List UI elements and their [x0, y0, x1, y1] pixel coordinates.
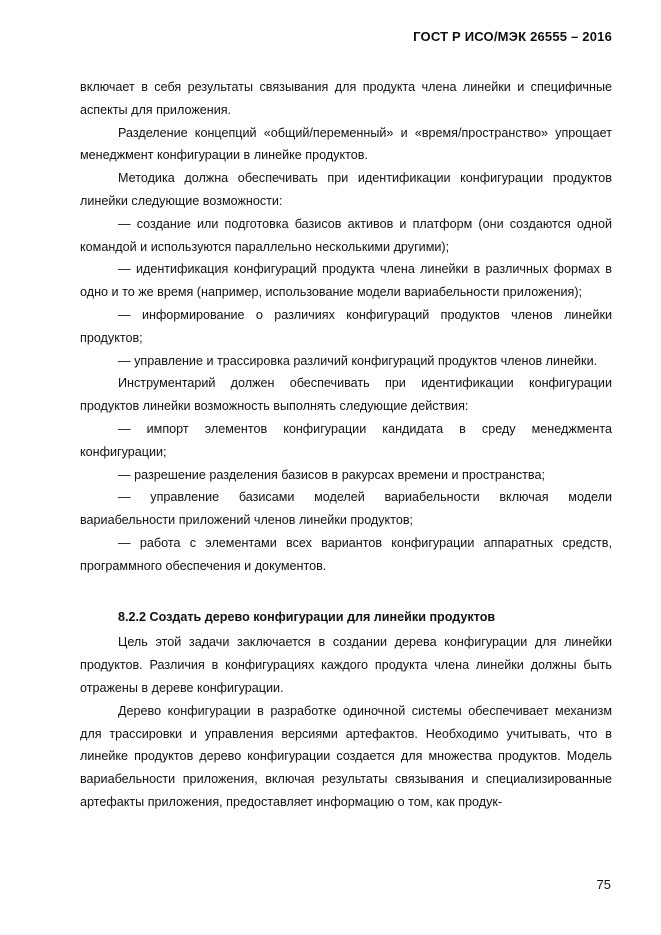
paragraph: Цель этой задачи заключается в создании дерева конфигурации для линейки продуктов. Различия в конфигурациях каждого продукта члена линейки должны быть отражены в дереве конфигурации.: [80, 635, 612, 695]
document-header: ГОСТ Р ИСО/МЭК 26555 – 2016: [413, 29, 612, 44]
list-item: — управление базисами моделей вариабельности включая модели вариабельности приложений членов линейки продуктов;: [80, 490, 612, 528]
list-item: — работа с элементами всех вариантов конфигурации аппаратных средств, программного обеспечения и документов.: [80, 535, 612, 573]
paragraph: Методика должна обеспечивать при идентификации конфигурации продуктов линейки следующие возможности:: [80, 171, 612, 208]
paragraph: Инструментарий должен обеспечивать при идентификации конфигурации продуктов линейки возможность выполнять следующие действия:: [80, 376, 612, 414]
section-heading: 8.2.2 Создать дерево конфигурации для линейки продуктов: [118, 609, 496, 624]
list-item: — создание или подготовка базисов активов и платформ (они создаются одной командой и используются параллельно несколькими другими);: [80, 216, 612, 254]
list-item: — информирование о различиях конфигураций продуктов членов линейки продуктов;: [80, 307, 612, 345]
list-item: — импорт элементов конфигурации кандидата в среду менеджмента конфигурации;: [80, 421, 612, 459]
page-number: 75: [596, 877, 611, 892]
paragraph: Дерево конфигурации в разработке одиночной системы обеспечивает механизм для трассировки и управления версиями артефактов. Необходимо учитывать, что в линейке продуктов дерево конфигурации создается для множества продуктов. Модель вариабельности приложения, включая результаты связывания и специализированные артефакты приложения, предоставляет информацию о том, как продук-: [80, 703, 612, 809]
paragraph: Разделение концепций «общий/переменный» и «время/пространство» упрощает менеджмент конфигурации в линейке продуктов.: [80, 125, 612, 163]
list-item: — разрешение разделения базисов в ракурсах времени и пространства;: [118, 467, 545, 482]
list-item: — управление и трассировка различий конфигураций продуктов членов линейки.: [118, 353, 598, 368]
list-item: — идентификация конфигураций продукта члена линейки в различных формах в одно и то же время (например, использование модели вариабельности приложения);: [80, 262, 612, 300]
document-body: [80, 76, 612, 814]
paragraph-continuation: включает в себя результаты связывания для продукта члена линейки и специфичные аспекты для приложения.: [80, 80, 612, 117]
